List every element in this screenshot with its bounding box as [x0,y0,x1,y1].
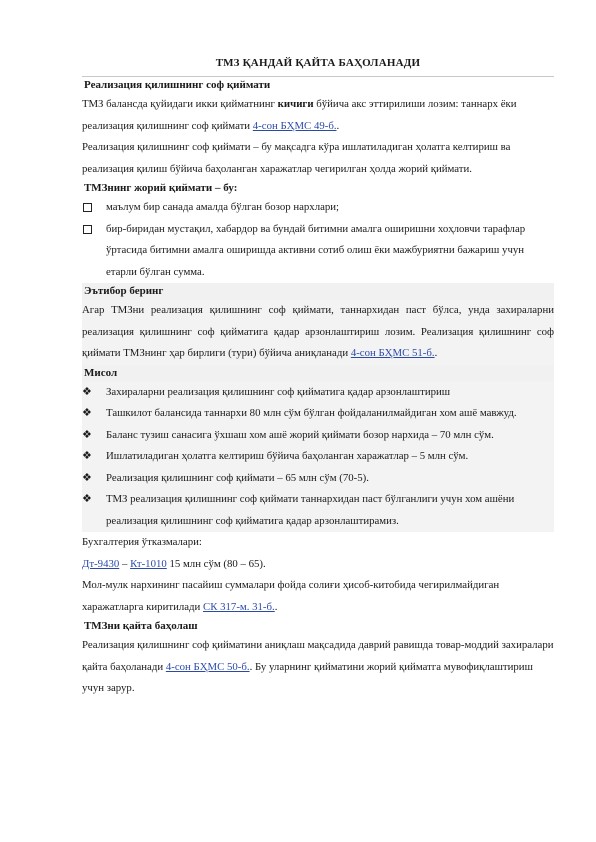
reference-link-tax-code[interactable]: СК 317-м. 31-б. [203,600,275,613]
accounting-entry [82,554,554,576]
paragraph-tax-note [82,575,554,618]
list-item-text: Ташкилот балансида таннархи 80 млн сўм бўлган фойдаланилмайдиган хом ашё мавжуд. [106,407,517,419]
list-item-text: Реализация қилишнинг соф қиймати – 65 млн сўм (70-5). [106,471,369,484]
reference-link-bhms-4-50[interactable]: 4-сон БҲМС 50-б. [165,660,250,673]
current-value-list [82,197,554,283]
paragraph-revaluation [82,635,554,700]
section-heading-net-realizable-value: Реализация қилишнинг соф қиймати [82,76,554,94]
paragraph-text: Реализация қилишнинг соф қийматини аниқлаш мақсадида даврий равишда товар-моддий захиралари қайта баҳоланади [82,639,554,673]
document-page [82,56,554,700]
paragraph-text: Агар ТМЗни реализация қилишнинг соф қиймати, таннархидан паст бўлса, унда захираларни реализация қилишнинг соф қийматига қадар арзонлаштириш лозим. Реализация қилишнинг соф қиймати ТМЗнинг ҳар бирлиги (тури) бўйича аниқланади [82,304,554,359]
list-item [82,219,554,284]
reference-link-bhms-4-51[interactable]: 4-сон БҲМС 51-б. [350,347,435,359]
list-item [82,446,554,468]
list-item-text: маълум бир санада амалда бўлган бозор нархлари; [106,201,340,213]
list-item-text: бир-биридан мустақил, хабардор ва бундай битимни амалга оширишни хоҳловчи тарафлар ўртасида битимни амалга оширишда активни сотиб олиш ёки мажбуриятни бажариш учун етарли бўлган сумма. [106,222,526,278]
debit-account-link[interactable]: Дт-9430 [82,557,120,570]
paragraph-attention [82,300,554,365]
document-title: ТМЗ ҚАНДАЙ ҚАЙТА БАҲОЛАНАДИ [215,57,421,69]
diamond-bullet-icon: ❖ [82,471,92,484]
section-heading-example: Мисол [82,365,554,382]
paragraph-text: Мол-мулк нархининг пасайиш суммалари фойда солиғи ҳисоб-китобида чегирилмайдиган харажатларга киритилади [82,579,500,613]
dash-text: – [119,557,131,570]
list-item [82,489,554,532]
paragraph-text: . [434,347,438,359]
bold-text: кичиги [277,98,314,110]
list-item-text: Захираларни реализация қилишнинг соф қийматига қадар арзонлаштириш [106,385,451,398]
diamond-bullet-icon: ❖ [82,493,92,505]
diamond-bullet-icon: ❖ [82,428,92,441]
square-bullet-icon [83,225,92,234]
list-item [82,382,554,404]
paragraph-nrv-definition: Реализация қилишнинг соф қиймати – бу мақсадга кўра ишлатиладиган ҳолатга келтириш ва реализация қилиш бўйича баҳоланган харажатлар чегирилган ҳолда жорий қиймати. [82,141,511,175]
paragraph-text: бўйича акс эттирилиши лозим: таннарх ёки реализация қилишнинг соф қиймати [82,98,517,132]
reference-link-bhms-4-49[interactable]: 4-сон БҲМС 49-б. [252,119,337,132]
paragraph-text: ТМЗ балансда қуйидаги икки қийматнинг [82,98,278,110]
credit-account-link[interactable]: Кт-1010 [130,557,167,570]
paragraph-text: . [336,119,340,132]
paragraph-text: . Бу уларнинг қийматини жорий қийматга мувофиқлаштириш учун зарур. [82,660,533,694]
list-item-text: Баланс тузиш санасига ўхшаш хом ашё жорий қиймати бозор нархида – 70 млн сўм. [106,428,494,441]
section-heading-attention: Эътибор беринг [82,283,554,300]
entry-amount-text: 15 млн сўм (80 – 65). [166,557,266,570]
list-item [82,468,554,490]
list-item [82,425,554,447]
diamond-bullet-icon: ❖ [82,450,92,462]
paragraph-text: . [274,600,278,613]
section-heading-current-value: ТМЗнинг жорий қиймати – бу: [84,182,238,194]
list-item [82,403,554,425]
square-bullet-icon [83,203,92,212]
accounting-entries-label: Бухгалтерия ўтказмалари: [82,536,202,548]
diamond-bullet-icon: ❖ [82,385,92,398]
section-heading-revaluation: ТМЗни қайта баҳолаш [84,620,198,632]
example-block [82,365,554,533]
diamond-bullet-icon: ❖ [82,407,92,419]
example-list [82,382,554,533]
list-item-text: Ишлатиладиган ҳолатга келтириш бўйича баҳоланган харажатлар – 5 млн сўм. [106,450,469,462]
attention-block [82,283,554,365]
paragraph-lower-of-cost [82,94,554,137]
list-item [82,197,554,219]
list-item-text: ТМЗ реализация қилишнинг соф қиймати таннархидан паст бўлганлиги учун хом ашёни реализация қилишнинг соф қийматига қадар арзонлаштирамиз. [106,493,515,527]
